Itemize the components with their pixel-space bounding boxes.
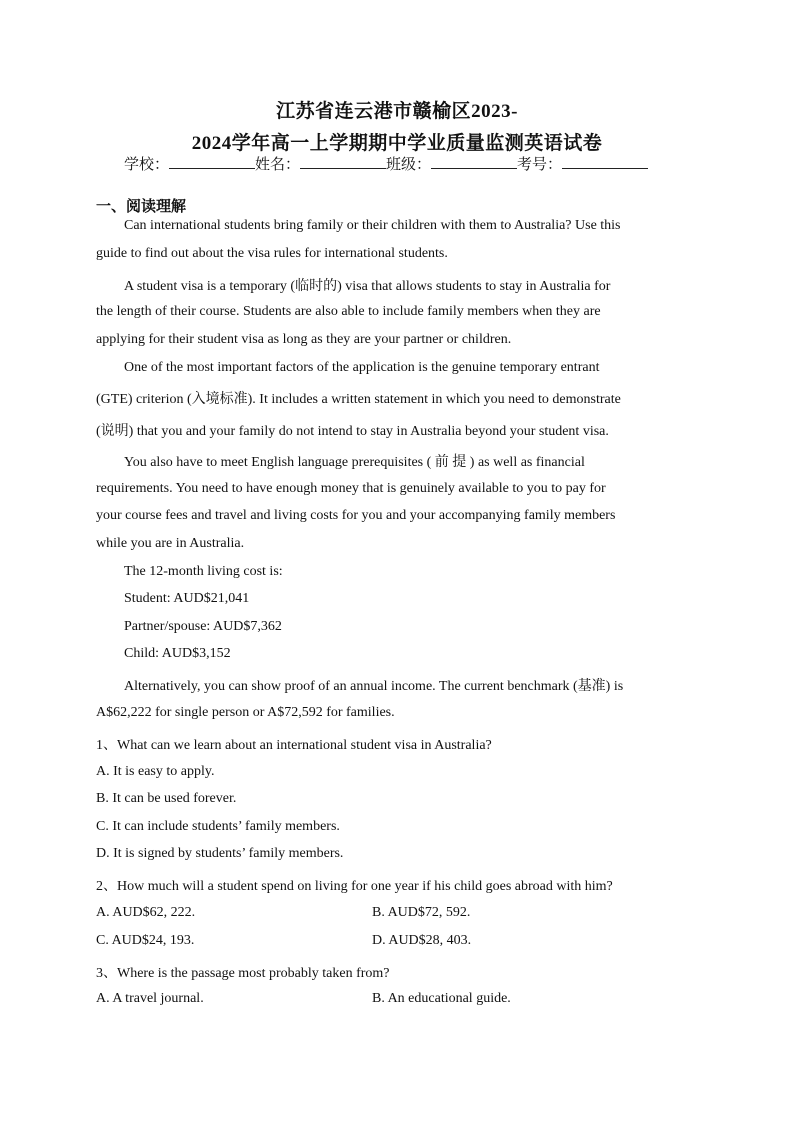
passage-line: guide to find out about the visa rules for international students. bbox=[96, 246, 448, 261]
section-title: 一、阅读理解 bbox=[96, 199, 187, 215]
question-stem-3: 3、Where is the passage most probably taken from? bbox=[96, 966, 390, 981]
class-label: 班级： bbox=[386, 157, 432, 173]
q1-option-c[interactable]: C. It can include students’ family members. bbox=[96, 819, 340, 834]
passage-line: A student visa is a temporary (临时的) visa that allows students to stay in Australia for bbox=[124, 279, 611, 294]
question-stem-2: 2、How much will a student spend on living for one year if his child goes abroad with him? bbox=[96, 879, 613, 894]
q2-option-a[interactable]: A. AUD$62, 222. bbox=[96, 905, 196, 920]
cost-child: Child: AUD$3,152 bbox=[124, 646, 231, 661]
question-stem-1: 1、What can we learn about an international student visa in Australia? bbox=[96, 738, 492, 753]
passage-line: requirements. You need to have enough money that is genuinely available to you to pay for bbox=[96, 481, 606, 496]
exam-number-label: 考号： bbox=[517, 157, 563, 173]
q2-option-c[interactable]: C. AUD$24, 193. bbox=[96, 933, 195, 948]
q2-option-b[interactable]: B. AUD$72, 592. bbox=[372, 905, 471, 920]
passage-line: Alternatively, you can show proof of an annual income. The current benchmark (基准) is bbox=[124, 679, 624, 694]
passage-line: You also have to meet English language prerequisites ( 前 提 ) as well as financial bbox=[124, 455, 585, 470]
name-label: 姓名： bbox=[255, 157, 301, 173]
school-blank[interactable] bbox=[169, 154, 255, 169]
passage-line: the length of their course. Students are also able to include family members when they are bbox=[96, 304, 601, 319]
passage-line: One of the most important factors of the application is the genuine temporary entrant bbox=[124, 360, 600, 375]
q3-option-a[interactable]: A. A travel journal. bbox=[96, 991, 204, 1006]
student-info-row bbox=[124, 153, 648, 174]
exam-number-blank[interactable] bbox=[562, 154, 648, 169]
passage-line: Can international students bring family or their children with them to Australia? Use this bbox=[124, 218, 621, 233]
name-blank[interactable] bbox=[300, 154, 386, 169]
exam-title-line2: 2024学年高一上学期期中学业质量监测英语试卷 bbox=[191, 133, 603, 154]
passage-line: applying for their student visa as long as they are your partner or children. bbox=[96, 332, 512, 347]
passage-line: while you are in Australia. bbox=[96, 536, 245, 551]
q3-option-b[interactable]: B. An educational guide. bbox=[372, 991, 511, 1006]
passage-line: (说明) that you and your family do not intend to stay in Australia beyond your student visa. bbox=[96, 424, 609, 439]
exam-title-line1: 江苏省连云港市赣榆区2023- bbox=[276, 101, 518, 122]
passage-line: (GTE) criterion (入境标准). It includes a written statement in which you need to demonstrate bbox=[96, 392, 621, 407]
q1-option-b[interactable]: B. It can be used forever. bbox=[96, 791, 237, 806]
cost-student: Student: AUD$21,041 bbox=[124, 591, 250, 606]
passage-line: your course fees and travel and living costs for you and your accompanying family members bbox=[96, 508, 616, 523]
cost-intro: The 12-month living cost is: bbox=[124, 564, 283, 579]
cost-partner: Partner/spouse: AUD$7,362 bbox=[124, 619, 282, 634]
class-blank[interactable] bbox=[431, 154, 517, 169]
q1-option-d[interactable]: D. It is signed by students’ family members. bbox=[96, 846, 344, 861]
q1-option-a[interactable]: A. It is easy to apply. bbox=[96, 764, 215, 779]
school-label: 学校： bbox=[124, 157, 170, 173]
passage-line: A$62,222 for single person or A$72,592 for families. bbox=[96, 705, 395, 720]
q2-option-d[interactable]: D. AUD$28, 403. bbox=[372, 933, 472, 948]
